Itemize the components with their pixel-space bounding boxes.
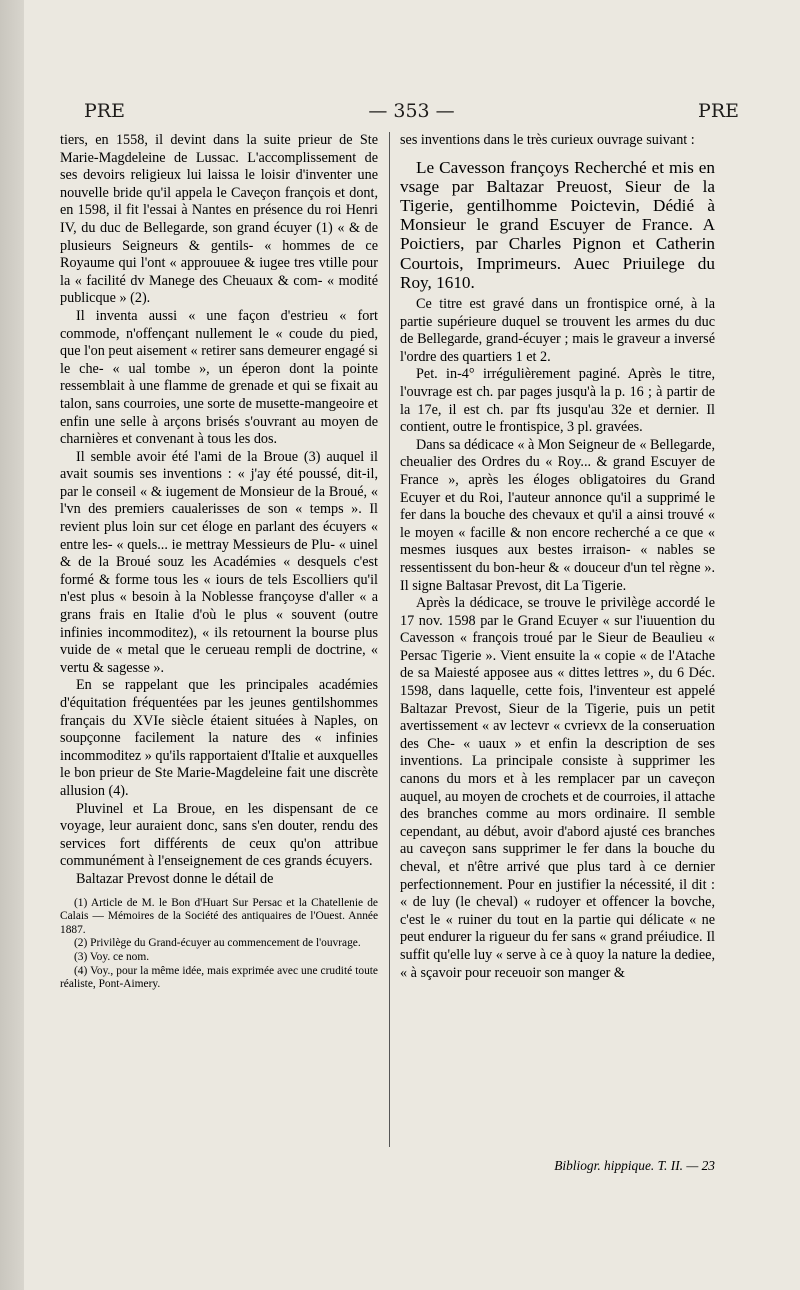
signature-line: Bibliogr. hippique. T. II. — 23 <box>554 1158 715 1173</box>
paragraph: En se rappelant que les principales académies d'équitation fréquentées par les jeunes gentilshommes français du XVIe siècle étaient situées à Naples, on soupçonne facilement la nature des « infinies incommoditez » qu'ils rapportaient d'Italie et auxquelles le bon prieur de Ste Marie-Magdeleine fait une discrète allusion (4). <box>60 677 378 799</box>
footnote: (4) Voy., pour la même idée, mais exprimée avec une crudité toute réaliste, Pont-Aimery. <box>60 964 378 991</box>
paragraph: Pet. in-4° irrégulièrement paginé. Après le titre, l'ouvrage est ch. par pages jusqu'à la p. 16 ; à partir de la 17e, il est ch. par fts jusqu'au 32e et dernier. Il contient, outre le frontispice, 3 pl. gravées. <box>400 366 715 436</box>
page-number: — 353 — <box>368 100 455 122</box>
header-right: PRE <box>698 100 739 122</box>
column-divider <box>389 132 390 1147</box>
paragraph: ses inventions dans le très curieux ouvrage suivant : <box>400 132 695 148</box>
left-column <box>60 132 378 992</box>
footnote: (3) Voy. ce nom. <box>74 950 150 963</box>
running-header <box>84 100 739 130</box>
paragraph: Ce titre est gravé dans un frontispice orné, à la partie supérieure duquel se trouvent les armes du duc de Bellegarde, grand-écuyer ; mais le graveur a inversé l'ordre des quartiers 1 et 2. <box>400 296 715 365</box>
paragraph: Il semble avoir été l'ami de la Broue (3) auquel il avait soumis ses inventions : « j'ay été poussé, dit-il, par le conseil « & iugement de Monsieur de la Broué, « l'vn des premiers caualerisses de son « temps ». Il revient plus loin sur cet éloge en parlant des écuyers « entre les- « quels... ie mettray Messieurs de Plu- « uinel & de la Broué souz les Académies « desquels c'est formé & forme tous les « iours de tels Escolliers qu'il n'est plus « besoin à la Noblesse françoyse d'aller « a grans frais en Italie d'où le plus « souvent (outre infinies incommoditez), « ils retournent la bourse plus vuide de « metal que le cerueau rempli de doctrine, « vertu & sagesse ». <box>60 448 378 676</box>
right-column <box>400 132 715 982</box>
paragraph: Pluvinel et La Broue, en les dispensant de ce voyage, leur auraient donc, sans s'en douter, rendu des services fort différents de ceux qu'on attribue communément à l'enseignement de ces grands écuyers. <box>60 800 378 870</box>
paragraph: tiers, en 1558, il devint dans la suite prieur de Ste Marie-Magdeleine de Lussac. L'accomplissement de ses devoirs religieux lui laissa le loisir d'inventer une nouvelle bride qu'il appela le Caveçon françois et dont, en 1598, il fit l'essai à Nantes en présence du roi Henri IV, du duc de Bellegarde, son grand écuyer (1) « & de plusieurs Seigneurs & gentils- « hommes de ce Royaume qui l'ont « approuuee & iugee tres vtille pour la « facilité dv Manege des Cheuaux & com- « modité publicque » (2). <box>60 132 378 307</box>
book-title: Le Cavesson françoys Recherché et mis en vsage par Baltazar Preuost, Sieur de la Tigerie, gentilhomme Poictevin, Dédié à Monsieur le grand Escuyer de France. A Poictiers, par Charles Pignon et Catherin Courtois, Imprimeurs. Auec Priuilege du Roy, 1610. <box>400 157 715 292</box>
footnote: (2) Privilège du Grand-écuyer au commencement de l'ouvrage. <box>74 937 361 950</box>
paragraph: Baltazar Prevost donne le détail de <box>76 870 274 887</box>
paragraph: Dans sa dédicace « à Mon Seigneur de « Bellegarde, cheualier des Ordres du « Roy... & grand Escuyer de France », après les éloges obligatoires du Grand Ecuyer et du Roi, l'auteur annonce qu'il a supprimé le fer dans la bouche des chevaux et qu'il a ainsi trouvé « le moyen « facille & non encore recherché a ce que « mesmes iusques aux bestes irraison- « nables se ressentissent du bon-heur & « douceur d'un tel règne ». Il signe Baltasar Prevost, dit La Tigerie. <box>400 436 715 594</box>
footnotes <box>60 897 378 992</box>
paragraph: Il inventa aussi « une façon d'estrieu « fort commode, n'offençant nullement le « coude du pied, que l'on peut aisement « retirer sans demeurer engagé si le che- « ual tombe », un éperon dont la pointe ressemblait à une flamme de grenade et qui se fixait au talon, sans courroies, une sorte de musette-mangeoire et enfin une selle à arçons brisés s'ouvrant au moyen de charnières et convenant à tous les dos. <box>60 307 378 448</box>
page-gutter <box>0 0 24 1290</box>
footnote: (1) Article de M. le Bon d'Huart Sur Persac et la Chatellenie de Calais — Mémoires de la Société des antiquaires de l'Ouest. Année 1887. <box>60 896 378 936</box>
paragraph: Après la dédicace, se trouve le privilège accordé le 17 nov. 1598 par le Grand Ecuyer « sur l'iuuention du Cavesson « françois troué par le Sieur de Beaulieu « Persac Tigerie ». Vient ensuite la « copie « de l'Atache de sa Maiesté apposee aus « dittes lettres », du 6 Déc. 1598, dans laquelle, cette fois, l'inventeur est appelé Baltazar Prevost, Sieur de la Tigerie, puis un petit avertissement « av lectevr « cvrievx de la conseruation des Che- « uaux » et enfin la description de ses inventions. La principale consiste à supprimer les canons du mors et à les remplacer par un caveçon auquel, au moyen de crochets et de courroies, il attache des branches comme au mors ordinaire. Il semble cependant, au début, avoir d'abord ajusté ces branches au caveçon sans supprimer le fer dans la bouche du cheval, et n'être arrivé que plus tard à ce dernier perfectionnement. Pour en justifier la nécessité, il dit : « de luy (le cheval) « rudoyer et offencer la bovche, c'est le « ruiner du tout en la partie qui délicate « ne peut endurer la rigueur du fer sans « grand préiudice. Il suffit qu'elle luy « serve à ce à quoy la nature la dediee, « à sçavoir pour receuoir son manger & <box>400 595 715 981</box>
header-left: PRE <box>84 100 125 122</box>
